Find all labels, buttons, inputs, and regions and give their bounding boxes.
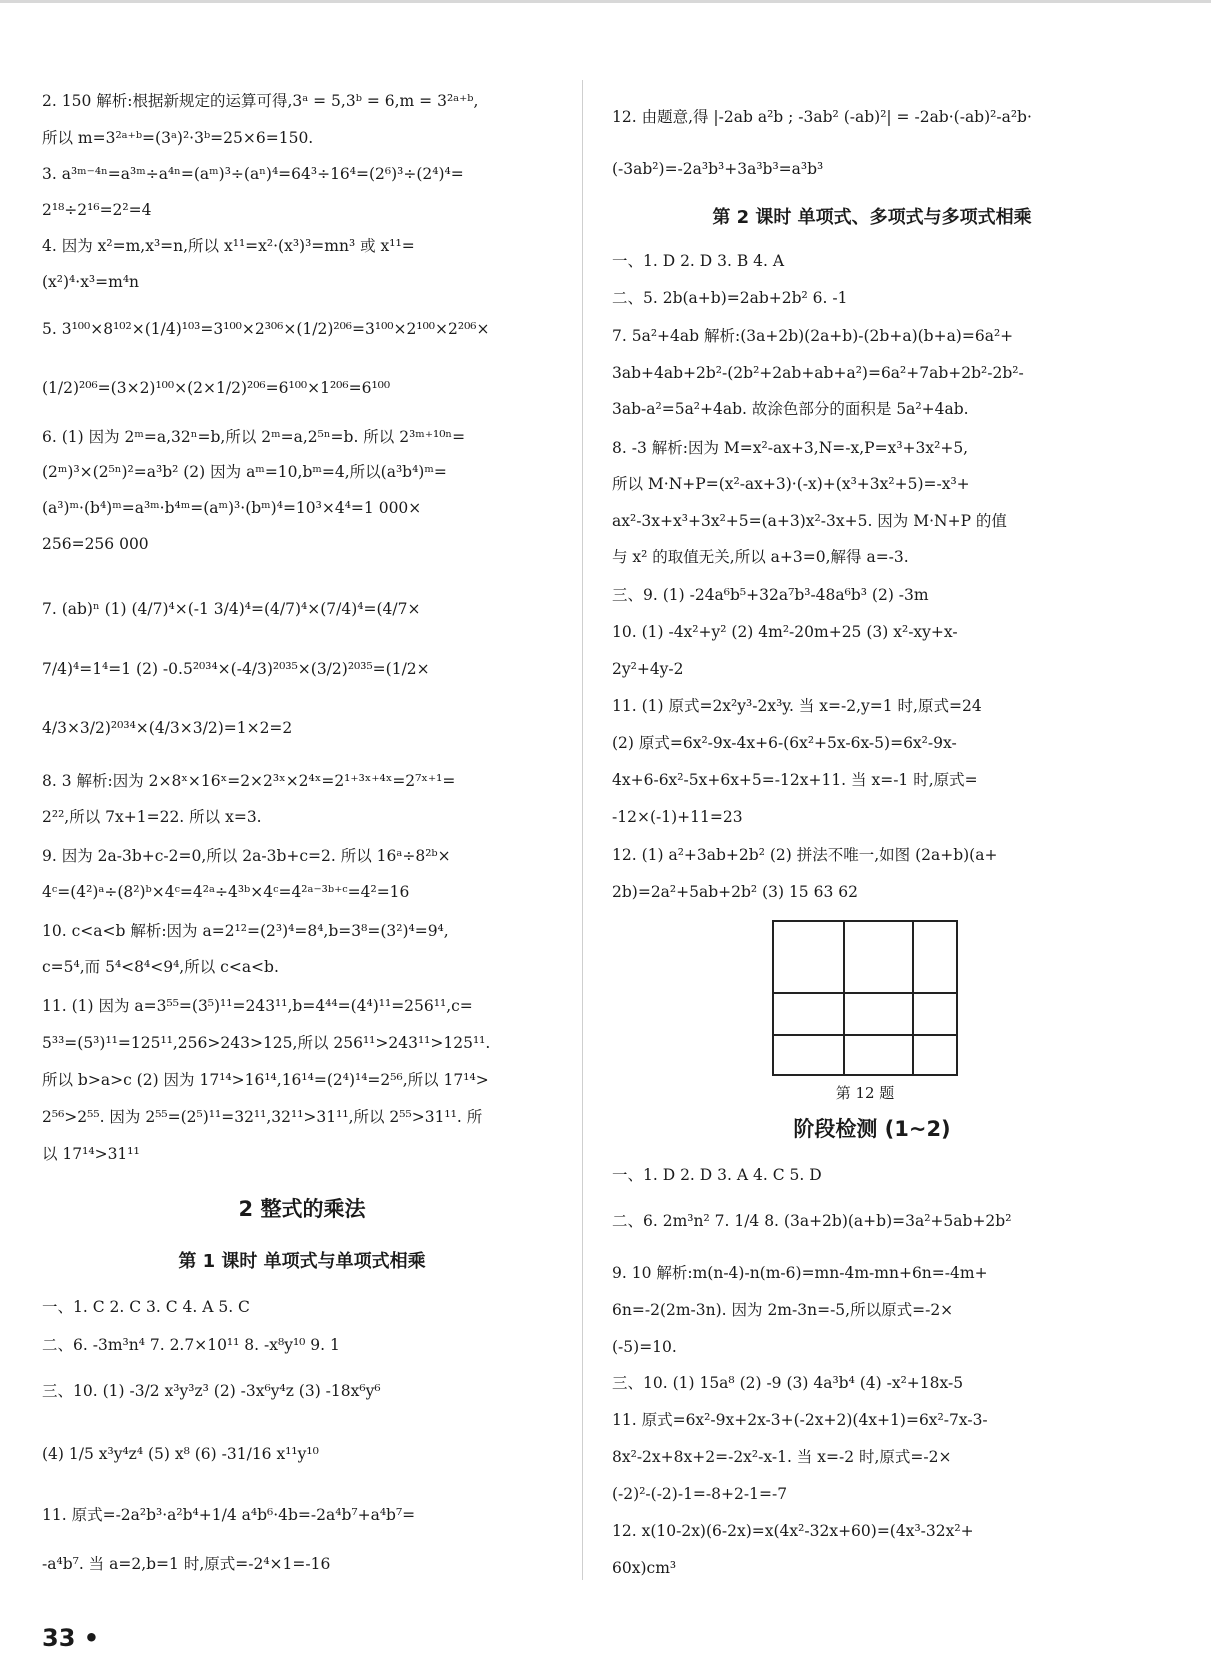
answer-line: 12. (1) a²+3ab+2b² (2) 拼法不唯一,如图 (2a+b)(a+ [612, 846, 998, 864]
answer-line: (2) 原式=6x²-9x-4x+6-(6x²+5x-6x-5)=6x²-9x- [612, 734, 957, 752]
answer-line: 256=256 000 [42, 535, 149, 553]
section-title: 2 整式的乘法 [238, 1197, 366, 1221]
answer-line: 7/4)⁴=1⁴=1 (2) -0.5²⁰³⁴×(-4/3)²⁰³⁵×(3/2)²⁰³⁵=(1/2× [42, 660, 430, 678]
section-title: 阶段检测 (1~2) [793, 1117, 951, 1141]
answer-line: 三、10. (1) 15a⁸ (2) -9 (3) 4a³b⁴ (4) -x²+18x-5 [612, 1374, 964, 1392]
figure-caption: 第 12 题 [835, 1084, 895, 1102]
grid-line [774, 992, 956, 994]
answer-line: 7. (ab)ⁿ (1) (4/7)⁴×(-1 3/4)⁴=(4/7)⁴×(7/4)⁴=(4/7× [42, 600, 421, 618]
figure-rectangle-grid [772, 920, 958, 1076]
answer-line: 一、1. D 2. D 3. B 4. A [612, 252, 785, 270]
lesson-title: 第 1 课时 单项式与单项式相乘 [178, 1251, 426, 1272]
answer-line: -a⁴b⁷. 当 a=2,b=1 时,原式=-2⁴×1=-16 [42, 1555, 331, 1573]
grid-line [774, 1034, 956, 1036]
answer-line: (-2)²-(-2)-1=-8+2-1=-7 [612, 1485, 788, 1503]
answer-line: 6n=-2(2m-3n). 因为 2m-3n=-5,所以原式=-2× [612, 1301, 954, 1319]
answer-line: 11. 原式=-2a²b³·a²b⁴+1/4 a⁴b⁶·4b=-2a⁴b⁷+a⁴b⁷= [42, 1506, 416, 1524]
answer-line: -12×(-1)+11=23 [612, 808, 743, 826]
answer-line: 二、6. 2m³n² 7. 1/4 8. (3a+2b)(a+b)=3a²+5ab+2b² [612, 1212, 1012, 1230]
answer-line: (a³)ᵐ·(b⁴)ᵐ=a³ᵐ·b⁴ᵐ=(aᵐ)³·(bᵐ)⁴=10³×4⁴=1 000× [42, 499, 422, 517]
answer-line: 二、5. 2b(a+b)=2ab+2b² 6. -1 [612, 289, 848, 307]
grid-line [912, 922, 914, 1074]
answer-line: 2y²+4y-2 [612, 660, 684, 678]
answer-line: (4) 1/5 x³y⁴z⁴ (5) x⁸ (6) -31/16 x¹¹y¹⁰ [42, 1445, 319, 1463]
answer-line: 9. 10 解析:m(n-4)-n(m-6)=mn-4m-mn+6n=-4m+ [612, 1264, 988, 1282]
lesson-title: 第 2 课时 单项式、多项式与多项式相乘 [712, 207, 1032, 228]
answer-line: (-5)=10. [612, 1338, 677, 1356]
answer-line: 三、10. (1) -3/2 x³y³z³ (2) -3x⁶y⁴z (3) -18x⁶y⁶ [42, 1382, 381, 1400]
answer-line: 9. 因为 2a-3b+c-2=0,所以 2a-3b+c=2. 所以 16ᵃ÷8²ᵇ× [42, 847, 451, 865]
answer-line: 11. (1) 因为 a=3⁵⁵=(3⁵)¹¹=243¹¹,b=4⁴⁴=(4⁴)¹¹=256¹¹,c= [42, 997, 473, 1015]
answer-line: 7. 5a²+4ab 解析:(3a+2b)(2a+b)-(2b+a)(b+a)=6a²+ [612, 327, 1014, 345]
answer-line: 11. 原式=6x²-9x+2x-3+(-2x+2)(4x+1)=6x²-7x-3- [612, 1411, 988, 1429]
answer-line: 4. 因为 x²=m,x³=n,所以 x¹¹=x²·(x³)³=mn³ 或 x¹¹= [42, 237, 415, 255]
answer-line: 5³³=(5³)¹¹=125¹¹,256>243>125,所以 256¹¹>243¹¹>125¹¹. [42, 1034, 491, 1052]
answer-line: 2⁵⁶>2⁵⁵. 因为 2⁵⁵=(2⁵)¹¹=32¹¹,32¹¹>31¹¹,所以 2⁵⁵>31¹¹. 所 [42, 1108, 483, 1126]
answer-line: 12. x(10-2x)(6-2x)=x(4x²-32x+60)=(4x³-32x²+ [612, 1522, 974, 1540]
grid-line [843, 922, 845, 1074]
answer-line: 6. (1) 因为 2ᵐ=a,32ⁿ=b,所以 2ᵐ=a,2⁵ⁿ=b. 所以 2³ᵐ⁺¹⁰ⁿ= [42, 428, 466, 446]
answer-line: 8. 3 解析:因为 2×8ˣ×16ˣ=2×2³ˣ×2⁴ˣ=2¹⁺³ˣ⁺⁴ˣ=2⁷ˣ⁺¹= [42, 772, 456, 790]
answer-line: 2¹⁸÷2¹⁶=2²=4 [42, 201, 152, 219]
column-divider [582, 80, 583, 1580]
answer-line: 3ab-a²=5a²+4ab. 故涂色部分的面积是 5a²+4ab. [612, 400, 969, 418]
page-number: 33 • [42, 1624, 100, 1652]
answer-line: 8. -3 解析:因为 M=x²-ax+3,N=-x,P=x³+3x²+5, [612, 439, 969, 457]
answer-line: 3ab+4ab+2b²-(2b²+2ab+ab+a²)=6a²+7ab+2b²-2b²- [612, 364, 1024, 382]
answer-line: 8x²-2x+8x+2=-2x²-x-1. 当 x=-2 时,原式=-2× [612, 1448, 952, 1466]
answer-line: 一、1. C 2. C 3. C 4. A 5. C [42, 1298, 250, 1316]
answer-line: 三、9. (1) -24a⁶b⁵+32a⁷b³-48a⁶b³ (2) -3m [612, 586, 929, 604]
answer-line: 4x+6-6x²-5x+6x+5=-12x+11. 当 x=-1 时,原式= [612, 771, 978, 789]
answer-line: c=5⁴,而 5⁴<8⁴<9⁴,所以 c<a<b. [42, 958, 279, 976]
answer-line: 4/3×3/2)²⁰³⁴×(4/3×3/2)=1×2=2 [42, 719, 293, 737]
answer-line: (1/2)²⁰⁶=(3×2)¹⁰⁰×(2×1/2)²⁰⁶=6¹⁰⁰×1²⁰⁶=6¹⁰⁰ [42, 379, 391, 397]
answer-line: (-3ab²)=-2a³b³+3a³b³=a³b³ [612, 160, 824, 178]
answer-line: 10. (1) -4x²+y² (2) 4m²-20m+25 (3) x²-xy+x- [612, 623, 958, 641]
answer-line: 2²²,所以 7x+1=22. 所以 x=3. [42, 808, 262, 826]
answer-line: 以 17¹⁴>31¹¹ [42, 1145, 140, 1163]
answer-line: 与 x² 的取值无关,所以 a+3=0,解得 a=-3. [612, 548, 909, 566]
answer-line: 10. c<a<b 解析:因为 a=2¹²=(2³)⁴=8⁴,b=3⁸=(3²)⁴=9⁴, [42, 922, 449, 940]
answer-line: 11. (1) 原式=2x²y³-2x³y. 当 x=-2,y=1 时,原式=24 [612, 697, 982, 715]
answer-line: 4ᶜ=(4²)ᵃ÷(8²)ᵇ×4ᶜ=4²ᵃ÷4³ᵇ×4ᶜ=4²ᵃ⁻³ᵇ⁺ᶜ=4²=16 [42, 883, 410, 901]
answer-line: 3. a³ᵐ⁻⁴ⁿ=a³ᵐ÷a⁴ⁿ=(aᵐ)³÷(aⁿ)⁴=64³÷16⁴=(2⁶)³÷(2⁴)⁴= [42, 165, 464, 183]
answer-line: 二、6. -3m³n⁴ 7. 2.7×10¹¹ 8. -x⁸y¹⁰ 9. 1 [42, 1336, 340, 1354]
answer-line: 所以 m=3²ᵃ⁺ᵇ=(3ᵃ)²·3ᵇ=25×6=150. [42, 129, 314, 147]
answer-line: 所以 b>a>c (2) 因为 17¹⁴>16¹⁴,16¹⁴=(2⁴)¹⁴=2⁵⁶,所以 17¹⁴> [42, 1071, 489, 1089]
answer-line: 5. 3¹⁰⁰×8¹⁰²×(1/4)¹⁰³=3¹⁰⁰×2³⁰⁶×(1/2)²⁰⁶=3¹⁰⁰×2¹⁰⁰×2²⁰⁶× [42, 320, 490, 338]
answer-line: 60x)cm³ [612, 1559, 677, 1577]
answer-line: 一、1. D 2. D 3. A 4. C 5. D [612, 1166, 822, 1184]
answer-line: 2. 150 解析:根据新规定的运算可得,3ᵃ = 5,3ᵇ = 6,m = 3²ᵃ⁺ᵇ, [42, 92, 479, 110]
answer-line: 12. 由题意,得 |-2ab a²b ; -3ab² (-ab)²| = -2ab·(-ab)²-a²b· [612, 108, 1032, 126]
answer-line: 所以 M·N+P=(x²-ax+3)·(-x)+(x³+3x²+5)=-x³+ [612, 475, 970, 493]
top-border [0, 0, 1211, 3]
answer-line: (x²)⁴·x³=m⁴n [42, 273, 140, 291]
answer-line: (2ᵐ)³×(2⁵ⁿ)²=a³b² (2) 因为 aᵐ=10,bᵐ=4,所以(a³b⁴)ᵐ= [42, 463, 447, 481]
answer-line: ax²-3x+x³+3x²+5=(a+3)x²-3x+5. 因为 M·N+P 的值 [612, 512, 1007, 530]
answer-line: 2b)=2a²+5ab+2b² (3) 15 63 62 [612, 883, 858, 901]
